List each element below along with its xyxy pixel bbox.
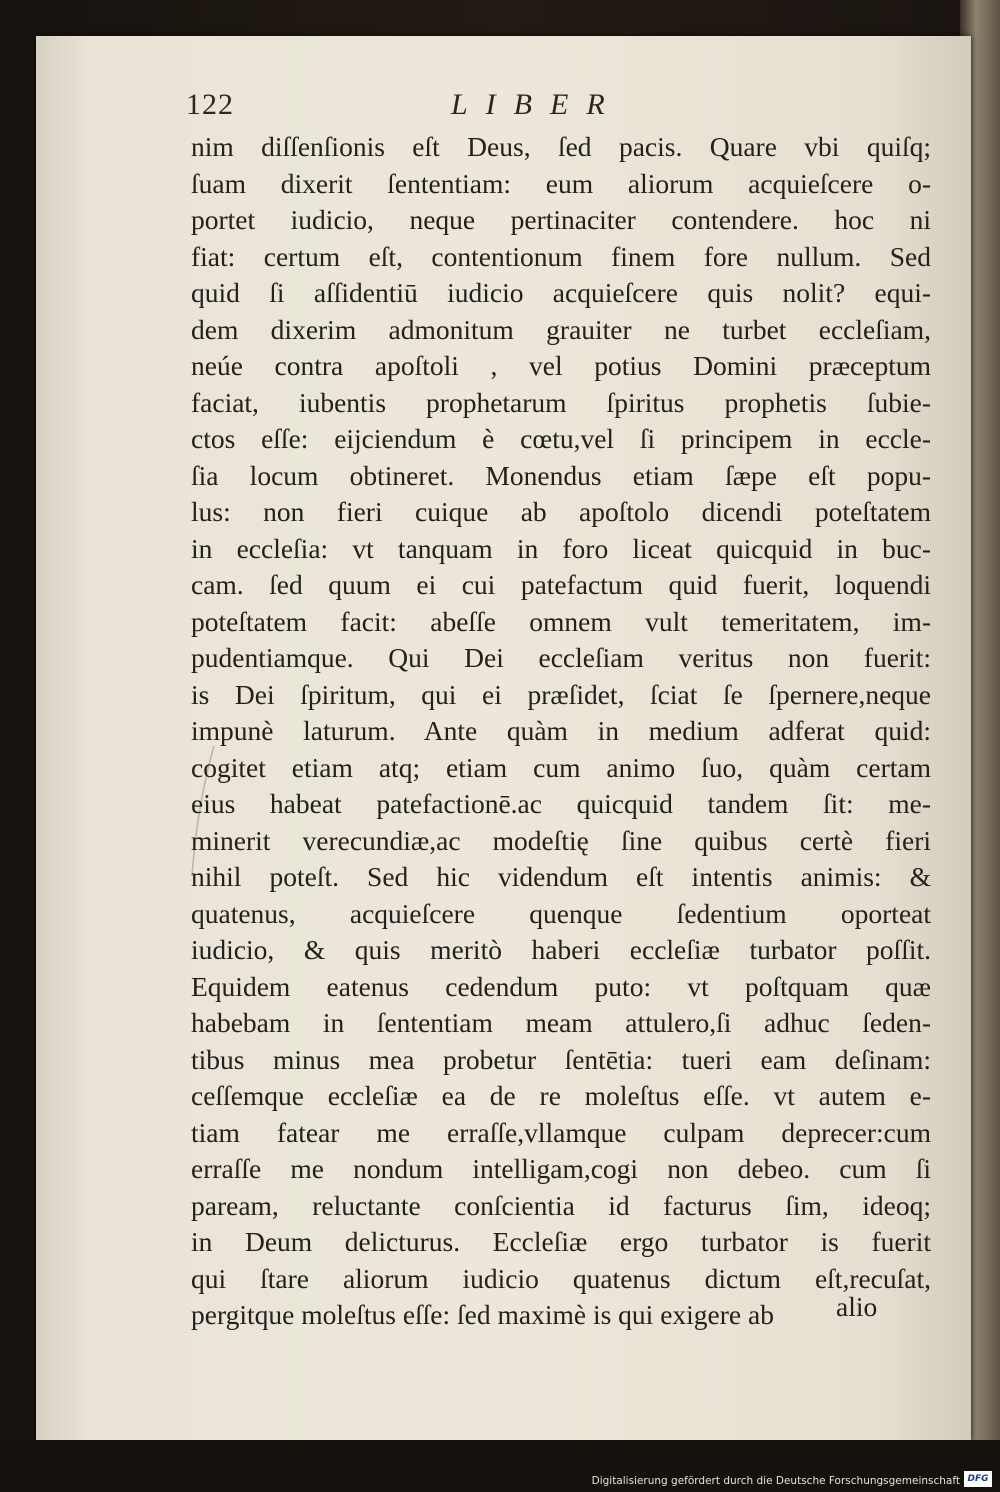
text-line: quid ſi aſſidentiū iudicio acquieſcere quis nolit? equi- (191, 277, 931, 308)
text-line: quatenus, acquieſcere quenque ſedentium oporteat (191, 897, 931, 929)
text-line: fiat: certum eſt, contentionum finem fore nullum. Sed (191, 240, 931, 272)
page-header (186, 88, 906, 128)
text-line: erraſſe me nondum intelligam,cogi non debeo. cum ſi (191, 1153, 931, 1184)
text-line: pudentiamque. Qui Dei eccleſiam veritus non fuerit: (191, 642, 931, 673)
text-line: in eccleſia: vt tanquam in foro liceat quicquid in buc- (191, 532, 931, 564)
text-line: portet iudicio, neque pertinaciter contendere. hoc ni (191, 204, 931, 235)
text-line: tibus minus mea probetur ſentētia: tueri eam deſinam: (191, 1043, 931, 1075)
text-line: cogitet etiam atq; etiam cum animo ſuo, quàm certam (191, 751, 931, 783)
text-line: minerit verecundiæ,ac modeſtię ſine quibus certè fieri (191, 824, 931, 856)
text-line: faciat, iubentis prophetarum ſpiritus prophetis ſubie- (191, 386, 931, 418)
text-line: Equidem eatenus cedendum puto: vt poſtquam quæ (191, 970, 931, 1002)
text-line: is Dei ſpiritum, qui ei præſidet, ſciat ſe ſpernere,neque (191, 678, 931, 710)
text-line: habebam in ſententiam meam attulero,ſi adhuc ſeden- (191, 1007, 931, 1038)
text-line: eius habeat patefactionē.ac quicquid tandem ſit: me- (191, 788, 931, 819)
text-line: ctos eſſe: eijciendum è cœtu,vel ſi principem in eccle- (191, 423, 931, 454)
text-line: neúe contra apoſtoli , vel potius Domini præceptum (191, 350, 931, 381)
dfg-logo: DFG (964, 1471, 992, 1487)
text-line: ſuam dixerit ſententiam: eum aliorum acquieſcere o- (191, 167, 931, 199)
text-line: poteſtatem facit: abeſſe omnem vult temeritatem, im- (191, 605, 931, 637)
page-number: 122 (186, 88, 234, 121)
book-page (36, 36, 971, 1440)
text-line: nihil poteſt. Sed hic videndum eſt intentis animis: & (191, 861, 931, 892)
text-line: cam. ſed quum ei cui patefactum quid fuerit, loquendi (191, 569, 931, 600)
text-line: tiam fatear me erraſſe,vllamque culpam deprecer:cum (191, 1116, 931, 1148)
digitization-credit: Digitalisierung gefördert durch die Deutsche Forschungsgemeinschaft (591, 1475, 960, 1487)
body-text (191, 129, 931, 1334)
text-line: dem dixerim admonitum grauiter ne turbet eccleſiam, (191, 313, 931, 345)
text-line: qui ſtare aliorum iudicio quatenus dictum eſt,recuſat, (191, 1262, 931, 1294)
text-line: iudicio, & quis meritò haberi eccleſiæ turbator poſſit. (191, 934, 931, 965)
text-line: pergitque moleſtus eſſe: ſed maximè is qui exigere ab (191, 1299, 774, 1330)
text-line: nim diſſenſionis eſt Deus, ſed pacis. Quare vbi quiſq; (191, 131, 931, 162)
text-line: lus: non fieri cuique ab apoſtolo dicendi poteſtatem (191, 496, 931, 527)
text-line: ceſſemque eccleſiæ ea de re moleſtus eſſe. vt autem e- (191, 1080, 931, 1111)
running-head: LIBER (451, 88, 623, 121)
text-line: ſia locum obtineret. Monendus etiam ſæpe eſt popu- (191, 459, 931, 491)
text-line: in Deum delicturus. Eccleſiæ ergo turbator is fuerit (191, 1226, 931, 1257)
text-line: paream, reluctante conſcientia id facturus ſim, ideoq; (191, 1189, 931, 1221)
text-line: impunè laturum. Ante quàm in medium adferat quid: (191, 715, 931, 746)
catchword: alio (836, 1291, 878, 1322)
